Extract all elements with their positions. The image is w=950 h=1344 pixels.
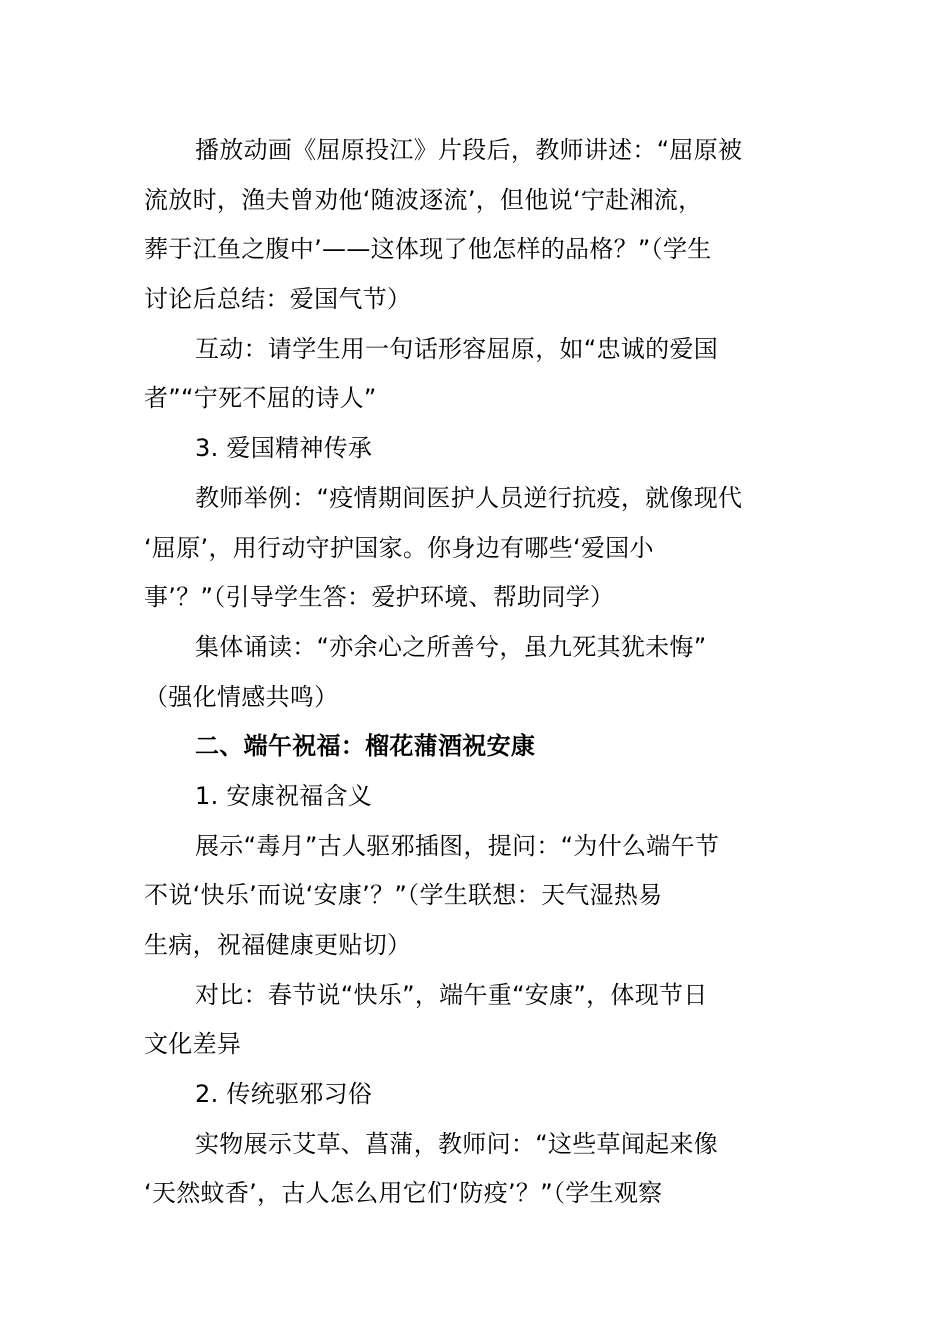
text-line: 讨论后总结：爱国气节） — [144, 285, 412, 314]
subsection-heading: 3. 爱国精神传承 — [195, 434, 373, 463]
text-line: 教师举例：“疫情期间医护人员逆行抗疫，就像现代 — [195, 483, 743, 512]
subsection-heading: 1. 安康祝福含义 — [195, 781, 373, 810]
text-line: ‘屈原’，用行动守护国家。你身边有哪些‘爱国小 — [144, 533, 654, 562]
document-page — [144, 126, 806, 1219]
text-line: ‘天然蚊香’，古人怎么用它们‘防疫’？”（学生观察 — [144, 1179, 663, 1208]
text-line: 互动：请学生用一句话形容屈原，如“忠诚的爱国 — [195, 334, 719, 363]
text-line: 者”“宁死不屈的诗人” — [144, 384, 377, 413]
text-line: 集体诵读：“亦余心之所善兮，虽九死其犹未悔” — [195, 632, 707, 661]
text-line: 文化差异 — [144, 1030, 242, 1059]
text-line: 展示“毒月”古人驱邪插图，提问：“为什么端午节 — [195, 831, 720, 860]
text-line: 葬于江鱼之腹中’——这体现了他怎样的品格？”（学生 — [144, 235, 712, 264]
subsection-heading: 2. 传统驱邪习俗 — [195, 1080, 373, 1109]
text-line: （强化情感共鸣） — [144, 682, 339, 711]
text-line: 不说‘快乐’而说‘安康’？”（学生联想：天气湿热易 — [144, 881, 663, 910]
section-heading: 二、端午祝福：榴花蒲酒祝安康 — [195, 732, 536, 761]
text-line: 事’？”（引导学生答：爱护环境、帮助同学） — [144, 583, 615, 612]
text-line: 流放时，渔夫曾劝他‘随波逐流’，但他说‘宁赴湘流， — [144, 185, 703, 214]
text-line: 播放动画《屈原投江》片段后，教师讲述：“屈原被 — [195, 136, 743, 164]
text-line: 生病，祝福健康更贴切） — [144, 931, 412, 959]
text-line: 对比：春节说“快乐”，端午重“安康”，体现节日 — [195, 980, 708, 1009]
text-line: 实物展示艾草、菖蒲，教师问：“这些草闻起来像 — [195, 1129, 719, 1158]
